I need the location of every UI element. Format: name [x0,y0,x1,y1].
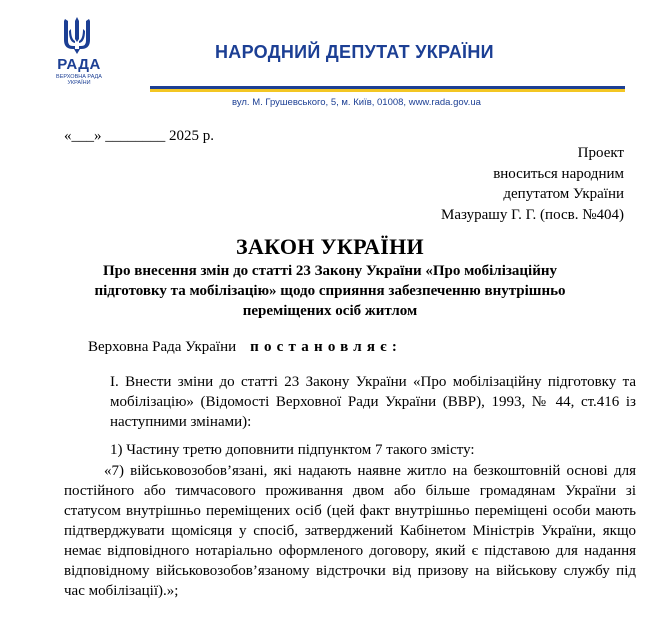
paragraph-subpoint [64,461,636,601]
law-subtitle: Про внесення змін до статті 23 Закону України «Про мобілізаційну підготовку та мобілізацію» щодо сприяння забезпеченню внутрішньо переміщених осіб житлом [94,263,566,319]
project-line: Проект [577,145,624,161]
rada-decision: постановляє: [250,339,403,355]
logo-subtitle-line2: УКРАЇНИ [67,80,91,86]
paragraph-text: I. Внести зміни до статті 23 Закону України «Про мобілізаційну підготовку та мобілізацію» (Відомості Верховної Ради України (ВВР), 1993, № 44, ст.416 із наступними змінами): [110,374,636,430]
project-line: Мазурашу Г. Г. (посв. №404) [441,206,624,223]
logo-subtitle-line1: ВЕРХОВНА РАДА [56,74,102,80]
logo-word: РАДА [57,56,101,73]
letterhead-rule-yellow [150,89,625,92]
project-line: депутатом України [503,186,624,202]
letterhead [0,0,660,120]
project-line: вноситься народним [493,165,624,182]
law-title: ЗАКОН УКРАЇНИ [236,234,424,259]
letterhead-address: вул. М. Грушевського, 5, м. Київ, 01008, www.rada.gov.ua [232,97,481,108]
rada-statement [88,339,402,356]
paragraph-point [64,440,636,460]
paragraph-amendment [64,372,636,432]
rada-name: Верховна Рада України [88,339,237,355]
letterhead-title: НАРОДНИЙ ДЕПУТАТ УКРАЇНИ [215,42,494,62]
project-block [441,143,624,225]
logo-subtitle [48,74,110,86]
date-line: «___» ________ 2025 р. [64,128,214,144]
paragraph-text: 1) Частину третю доповнити підпунктом 7 такого змісту: [110,442,475,458]
paragraph-text: «7) військовозобов’язані, які надають наявне житло на безкоштовній основі для постійного або тимчасового проживання двом або більше громадянам України зі статусом внутрішньо переміщених осіб (цей факт внутрішньо переміщені особи мають підтверджувати щомісяця у спосіб, затверджений Кабінетом Міністрів України, якщо немає відповідного нотаріально оформленого договору, який є підставою для надання відповідному військовозобов’язаному відстрочки від призову на військову службу під час мобілізації).»; [64,463,636,599]
trident-icon [62,15,92,55]
